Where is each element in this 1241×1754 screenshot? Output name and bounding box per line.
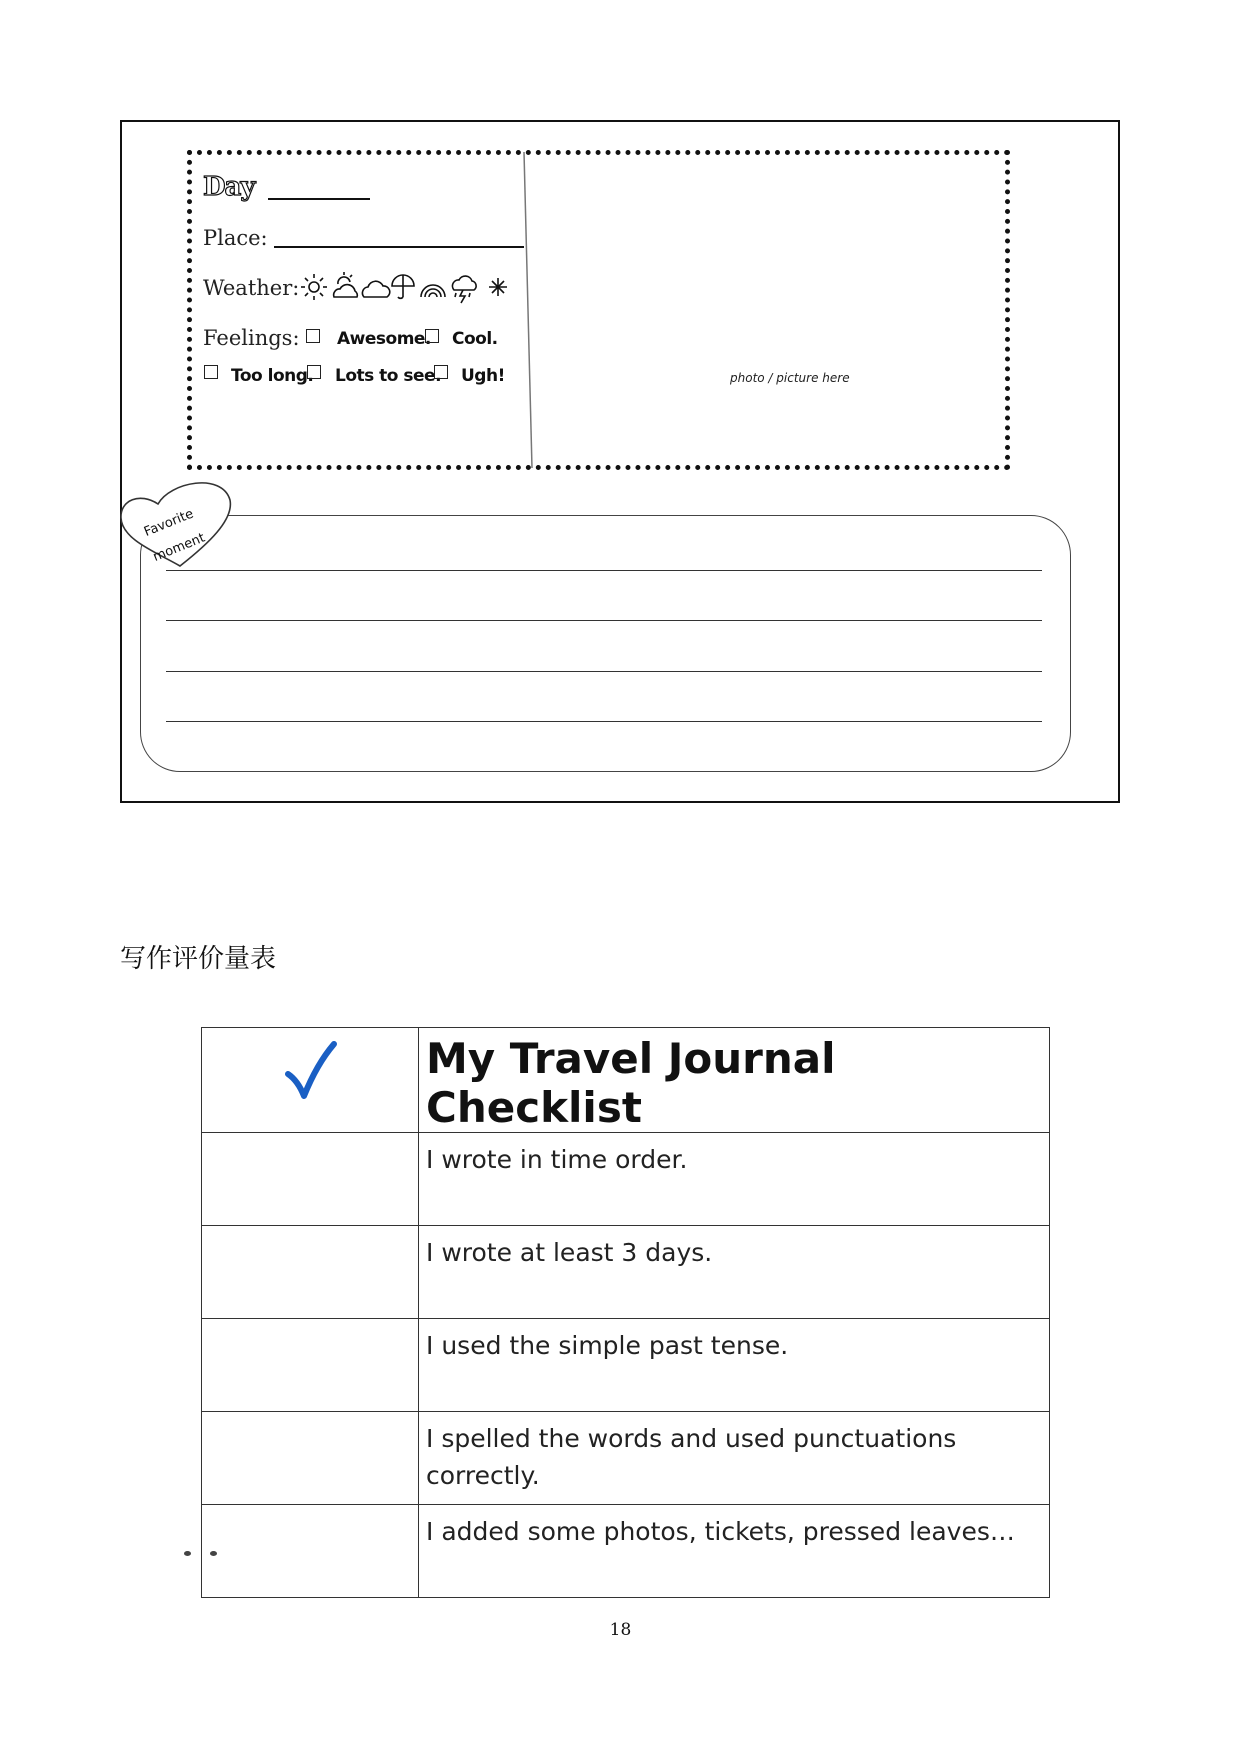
writing-line [166, 570, 1042, 571]
checklist-table [201, 1027, 1050, 1598]
writing-line [166, 721, 1042, 722]
favorite-label: Favorite [142, 506, 196, 540]
page-number: 18 [609, 1620, 632, 1640]
checklist-row [202, 1412, 1050, 1505]
sun-icon[interactable] [301, 274, 327, 300]
feeling-option-too-long: Too long. [231, 366, 314, 386]
day-blank[interactable] [268, 198, 370, 200]
check-mark-icon [282, 1040, 338, 1102]
check-cell[interactable] [202, 1226, 419, 1319]
checklist-row [202, 1133, 1050, 1226]
day-label: Day [203, 172, 255, 202]
snowflake-icon[interactable] [489, 278, 507, 296]
checklist-row [202, 1505, 1050, 1598]
feeling-option-ugh: Ugh! [461, 366, 505, 386]
checklist-item-text: I used the simple past tense. [419, 1319, 1050, 1412]
umbrella-icon[interactable] [392, 275, 414, 298]
photo-placeholder-label: photo / picture here [730, 371, 850, 385]
cloud-icon[interactable] [362, 281, 389, 297]
feeling-option-awesome: Awesome. [337, 329, 431, 349]
weather-icons [300, 270, 522, 304]
photo-area[interactable] [540, 160, 1000, 460]
feeling-checkbox-ugh[interactable] [434, 365, 448, 379]
checklist-item-text: I wrote at least 3 days. [419, 1226, 1050, 1319]
checklist-title: My Travel Journal Checklist [419, 1028, 1050, 1133]
checklist-header-row [202, 1028, 1050, 1133]
scan-artifact [184, 1551, 191, 1556]
check-cell[interactable] [202, 1412, 419, 1505]
weather-label: Weather: [203, 276, 300, 300]
place-label: Place: [203, 226, 268, 250]
check-cell[interactable] [202, 1133, 419, 1226]
sun-cloud-icon[interactable] [334, 272, 358, 297]
rubric-heading: 写作评价量表 [120, 944, 277, 974]
checklist-item-text: I spelled the words and used punctuations correctly. [419, 1412, 1050, 1505]
checklist-row [202, 1319, 1050, 1412]
feelings-label: Feelings: [203, 326, 300, 350]
scan-artifact [210, 1551, 217, 1556]
feeling-checkbox-lots-to-see[interactable] [307, 365, 321, 379]
check-cell[interactable] [202, 1319, 419, 1412]
feeling-checkbox-too-long[interactable] [204, 365, 218, 379]
feeling-checkbox-cool[interactable] [425, 329, 439, 343]
place-blank[interactable] [274, 246, 524, 248]
favorite-moment-box[interactable] [140, 515, 1071, 772]
info-divider [520, 150, 540, 470]
check-column-header [202, 1028, 419, 1133]
checklist-row [202, 1226, 1050, 1319]
check-cell[interactable] [202, 1505, 419, 1598]
writing-line [166, 620, 1042, 621]
feeling-option-lots-to-see: Lots to see. [335, 366, 442, 386]
checklist-item-text: I wrote in time order. [419, 1133, 1050, 1226]
thunderstorm-icon[interactable] [452, 276, 476, 303]
feeling-option-cool: Cool. [452, 329, 498, 349]
feeling-checkbox-awesome[interactable] [306, 329, 320, 343]
writing-line [166, 671, 1042, 672]
checklist-item-text: I added some photos, tickets, pressed leaves… [419, 1505, 1050, 1598]
rainbow-icon[interactable] [421, 285, 445, 297]
moment-label: moment [151, 530, 208, 565]
